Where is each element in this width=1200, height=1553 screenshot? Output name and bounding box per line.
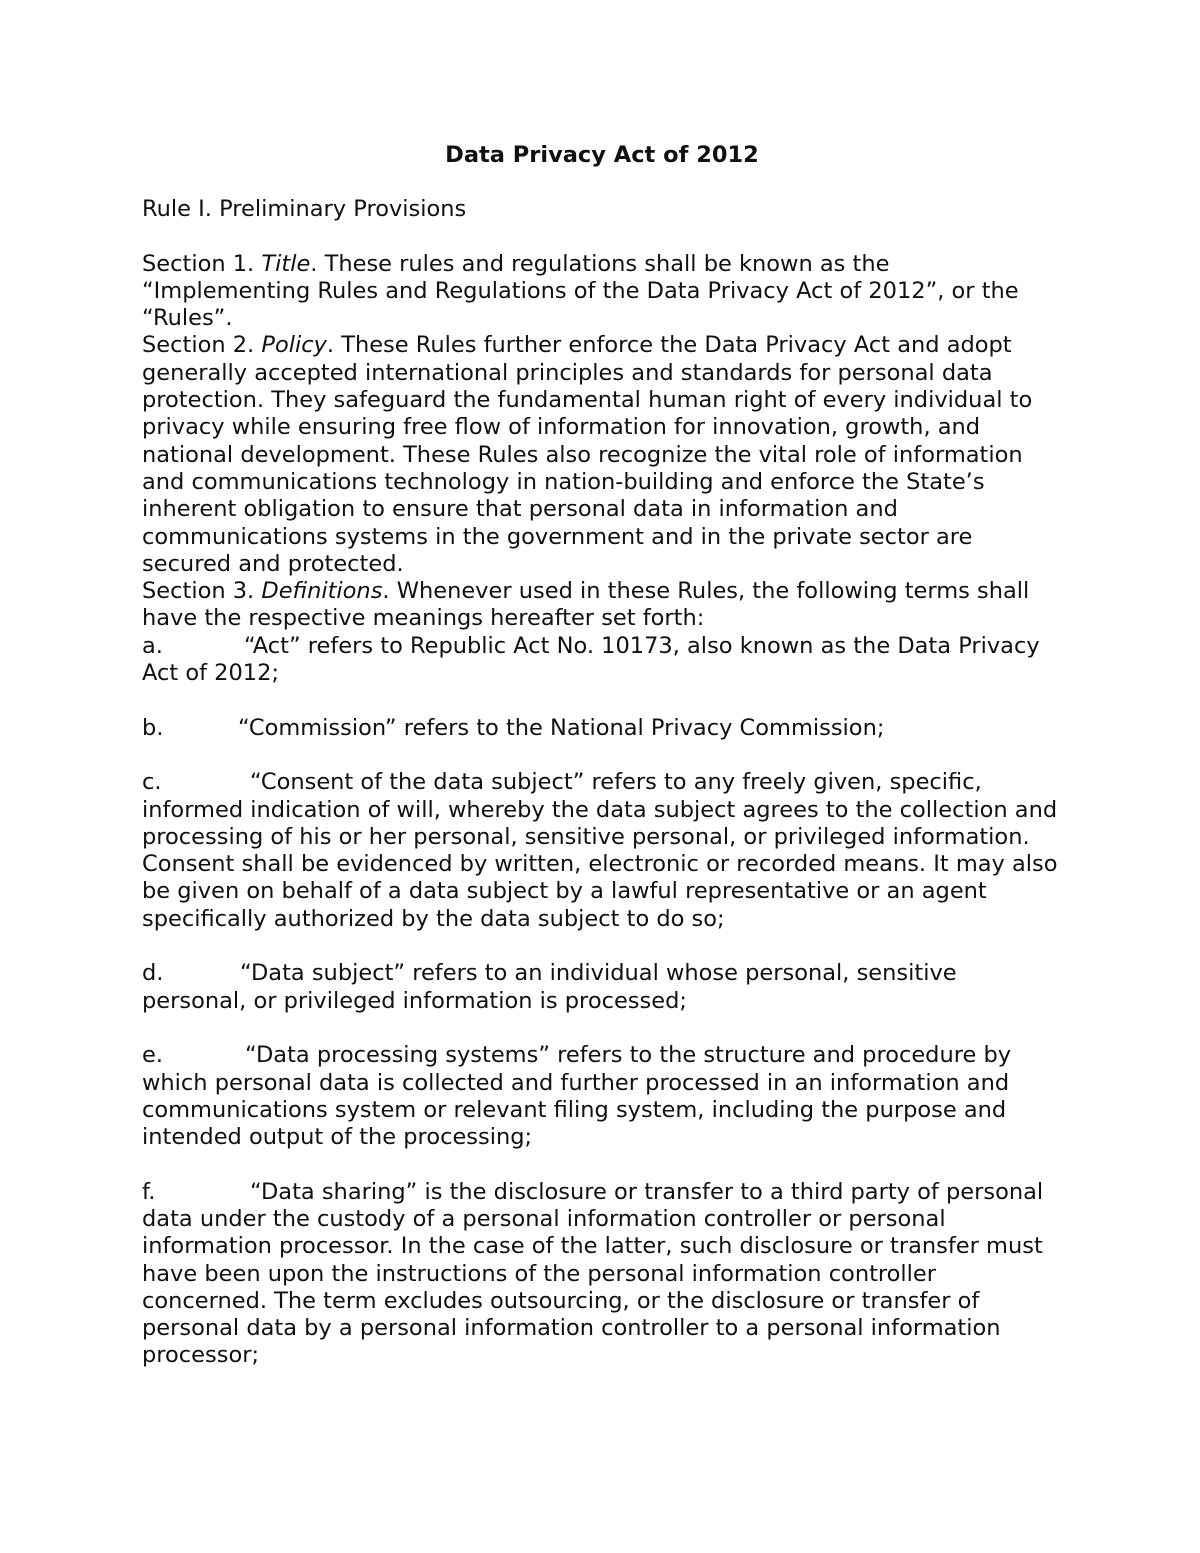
section-term: Policy [261, 332, 327, 359]
section-label: Section 3. [142, 578, 262, 605]
definition-text: “Consent of the data subject” refers to any freely given, specific, informed indication of will, whereby the data subject agrees to the collection and processing of his or her personal, sensitive personal, or privileged information. Consent shall be evidenced by written, electronic or recorded means. It may also be given on behalf of a data subject by a lawful representative or an agent specifically authorized by the data subject to do so; [142, 769, 1058, 932]
section-text: . Whenever used in these Rules, the following terms shall have the respective meanings hereafter set forth: [142, 578, 1030, 632]
definition-c [142, 769, 1062, 933]
definition-text: “Data sharing” is the disclosure or transfer to a third party of personal data under the custody of a personal information controller or personal information processor. In the case of the latter, such disclosure or transfer must have been upon the instructions of the personal information controller concerned. The term excludes outsourcing, or the disclosure or transfer of personal data by a personal information controller to a personal information processor; [142, 1178, 1044, 1369]
definition-b [142, 715, 1062, 742]
section-3 [142, 578, 1062, 633]
definition-text: “Data subject” refers to an individual whose personal, sensitive personal, or privileged information is processed; [142, 960, 957, 1014]
definition-text: “Data processing systems” refers to the structure and procedure by which personal data is collected and further processed in an information and communications system or relevant filing system, including the purpose and intended output of the processing; [142, 1042, 1012, 1151]
definition-text: “Act” refers to Republic Act No. 10173, also known as the Data Privacy Act of 2012; [142, 632, 1040, 687]
section-2 [142, 332, 1062, 578]
definition-f [142, 1179, 1062, 1370]
section-text: . These Rules further enforce the Data Privacy Act and adopt generally accepted international principles and standards for personal data protection. They safeguard the fundamental human right of every individual to privacy while ensuring free flow of information for innovation, growth, and national development. These Rules also recognize the vital role of information and communications technology in nation-building and enforce the State’s inherent obligation to ensure that personal data in information and communications systems in the government and in the private sector are secured and protected. [142, 332, 1033, 577]
definition-d [142, 960, 1062, 1015]
document-title: Data Privacy Act of 2012 [445, 142, 759, 168]
section-1 [142, 251, 1062, 333]
definition-letter: c. [142, 769, 162, 796]
definition-e [142, 1042, 1062, 1151]
definition-a [142, 633, 1062, 688]
definition-letter: d. [142, 960, 164, 987]
definition-letter: e. [142, 1042, 163, 1069]
section-term: Definitions [261, 578, 383, 605]
section-text: . These rules and regulations shall be known as the “Implementing Rules and Regulations of the Data Privacy Act of 2012”, or the “Rules”. [142, 250, 1019, 332]
section-label: Section 1. [142, 250, 262, 277]
rule-heading: Rule I. Preliminary Provisions [142, 196, 467, 223]
section-label: Section 2. [142, 332, 262, 359]
section-term: Title [261, 250, 311, 277]
definition-text: “Commission” refers to the National Privacy Commission; [238, 714, 885, 741]
definition-letter: a. [142, 632, 163, 659]
document-body [142, 142, 1062, 1370]
definition-letter: f. [142, 1178, 156, 1205]
definition-letter: b. [142, 714, 164, 741]
